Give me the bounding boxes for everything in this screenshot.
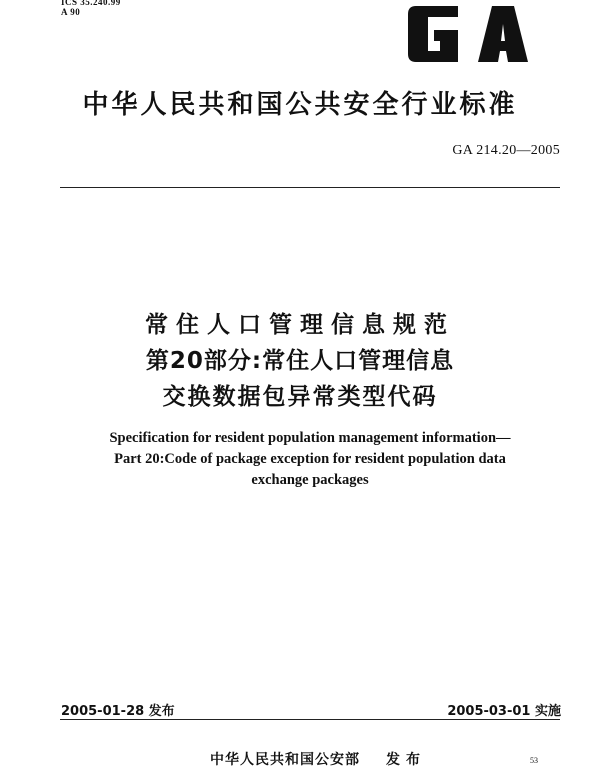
title-en-line-2: Part 20:Code of package exception for resident population data — [114, 451, 506, 467]
ga-logo-letter-g — [408, 6, 458, 62]
ics-code: ICS 35.240.99 — [61, 0, 121, 7]
title-en — [60, 428, 560, 491]
publish-label: 发布 — [386, 752, 426, 768]
ga-logo — [406, 4, 530, 64]
title-cn-line-1: 常住人口管理信息规范 — [145, 312, 455, 338]
title-cn-line-3: 交换数据包异常类型代码 — [162, 384, 438, 410]
title-en-line-3: exchange packages — [251, 472, 369, 488]
implementation-date: 2005-03-01 实施 — [447, 704, 561, 719]
title-en-line-1: Specification for resident population management information— — [109, 430, 511, 446]
header-divider — [60, 187, 560, 188]
publisher-name: 中华人民共和国公安部 — [210, 752, 360, 768]
classification-codes — [61, 0, 121, 17]
footer-divider — [60, 719, 560, 720]
issue-date: 2005-01-28 发布 — [61, 704, 175, 719]
standard-issuing-title: 中华人民共和国公共安全行业标准 — [82, 90, 518, 120]
standard-number: GA 214.20—2005 — [452, 143, 560, 158]
ga-logo-letter-a — [478, 6, 528, 62]
category-code: A 90 — [61, 7, 81, 17]
title-cn-line-2: 第20部分:常住人口管理信息 — [145, 348, 455, 374]
page-number: 53 — [530, 756, 538, 765]
